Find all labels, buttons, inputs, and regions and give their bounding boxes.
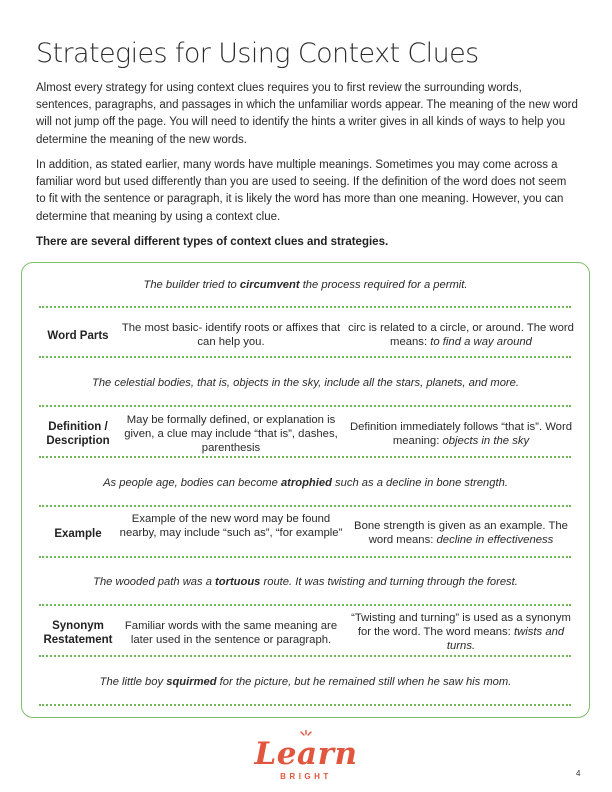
- dotted-divider: [39, 604, 571, 606]
- dotted-divider: [39, 405, 571, 407]
- logo-subtitle: BRIGHT: [280, 772, 332, 781]
- dotted-divider: [39, 704, 571, 706]
- strategy-explanation: “Twisting and turning” is used as a synonym for the word. The word means: twists and turns.: [351, 612, 571, 652]
- page-title: Strategies for Using Context Clues: [36, 38, 479, 69]
- dotted-divider: [39, 505, 571, 507]
- strategy-label: Synonym Restatement: [43, 620, 113, 646]
- dotted-divider: [39, 556, 571, 558]
- example-sentence: The builder tried to circumvent the process required for a permit.: [143, 279, 468, 291]
- strategy-explanation: Bone strength is given as an example. The word means: decline in effectiveness: [354, 520, 568, 546]
- learn-bright-logo: [246, 732, 366, 784]
- dotted-divider: [39, 655, 571, 657]
- target-word: atrophied: [280, 477, 332, 489]
- dotted-divider: [39, 456, 571, 458]
- strategy-label: Definition / Description: [46, 421, 110, 447]
- strategy-label: Word Parts: [47, 330, 109, 342]
- target-word: squirmed: [166, 676, 217, 688]
- intro-paragraph-1: Almost every strategy for using context clues requires you to first review the surrounding words, sentences, paragraphs, and passages in which the unfamiliar words appear. The meaning of the new word will not jump off the page. You will need to identify the hints a writer gives in all kinds of ways to help you determine the meaning of the new words.: [36, 82, 578, 146]
- page-number: 4: [576, 769, 581, 778]
- intro-paragraph-2: In addition, as stated earlier, many words have multiple meanings. Sometimes you may come across a familiar word but used differently than you are used to seeing. If the definition of the word does not seem to fit with the sentence or paragraph, it is likely the word has more than one meaning. However, you can determine that meaning by using a context clue.: [36, 159, 567, 223]
- target-word: tortuous: [215, 576, 261, 588]
- example-sentence: The little boy squirmed for the picture, but he remained still when he saw his mom.: [99, 676, 512, 688]
- lead-sentence: There are several different types of context clues and strategies.: [36, 236, 389, 248]
- strategy-description: May be formally defined, or explanation is given, a clue may include “that is”, dashes, parenthesis: [124, 414, 338, 454]
- strategy-explanation: Definition immediately follows “that is”. Word meaning: objects in the sky: [349, 421, 573, 447]
- example-sentence: The celestial bodies, that is, objects in the sky, include all the stars, planets, and more.: [91, 377, 519, 389]
- dotted-divider: [39, 356, 571, 358]
- strategy-description: The most basic- identify roots or affixes that can help you.: [121, 322, 341, 348]
- example-sentence: As people age, bodies can become atrophied such as a decline in bone strength.: [103, 477, 508, 489]
- strategy-label: Example: [54, 528, 102, 540]
- target-word: circumvent: [239, 279, 300, 291]
- strategy-explanation: circ is related to a circle, or around. The word means: to find a way around: [348, 322, 574, 348]
- strategy-description: Familiar words with the same meaning are later used in the sentence or paragraph.: [124, 620, 338, 646]
- logo-wordmark: Learn: [254, 736, 358, 772]
- strategy-description: Example of the new word may be found nearby, may include “such as”, “for example”: [119, 513, 343, 539]
- dotted-divider: [39, 306, 571, 308]
- example-sentence: The wooded path was a tortuous route. It was twisting and turning through the forest.: [93, 576, 518, 588]
